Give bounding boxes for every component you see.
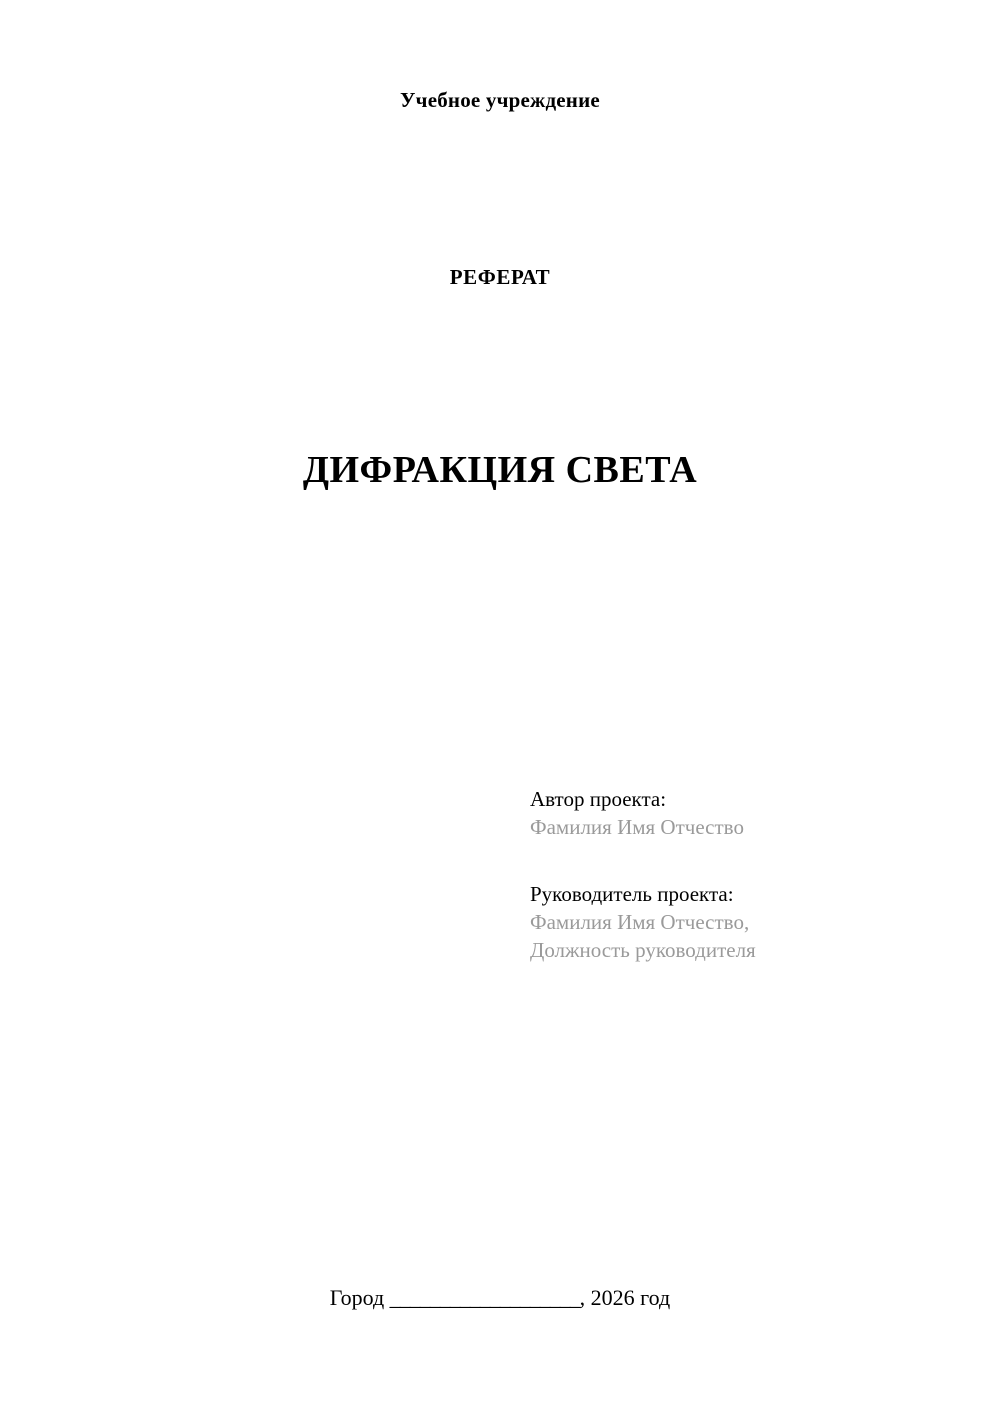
city-label: Город — [329, 1285, 385, 1310]
author-label: Автор проекта: — [530, 787, 667, 811]
supervisor-value-line-2: Должность руководителя — [530, 938, 756, 963]
credits-block — [530, 785, 950, 965]
year-text: , 2026 год — [579, 1285, 671, 1310]
supervisor-value-line-1: Фамилия Имя Отчество, — [530, 910, 750, 935]
author-value: Фамилия Имя Отчество — [530, 815, 744, 840]
document-type: РЕФЕРАТ — [449, 265, 551, 289]
page-title: ДИФРАКЦИЯ СВЕТА — [302, 449, 698, 491]
footer-city-year — [0, 1285, 1000, 1311]
city-blank-field: ___________________ — [389, 1285, 580, 1310]
institution-name: Учебное учреждение — [400, 88, 600, 112]
credits-spacer — [530, 842, 950, 880]
supervisor-label: Руководитель проекта: — [530, 881, 734, 906]
